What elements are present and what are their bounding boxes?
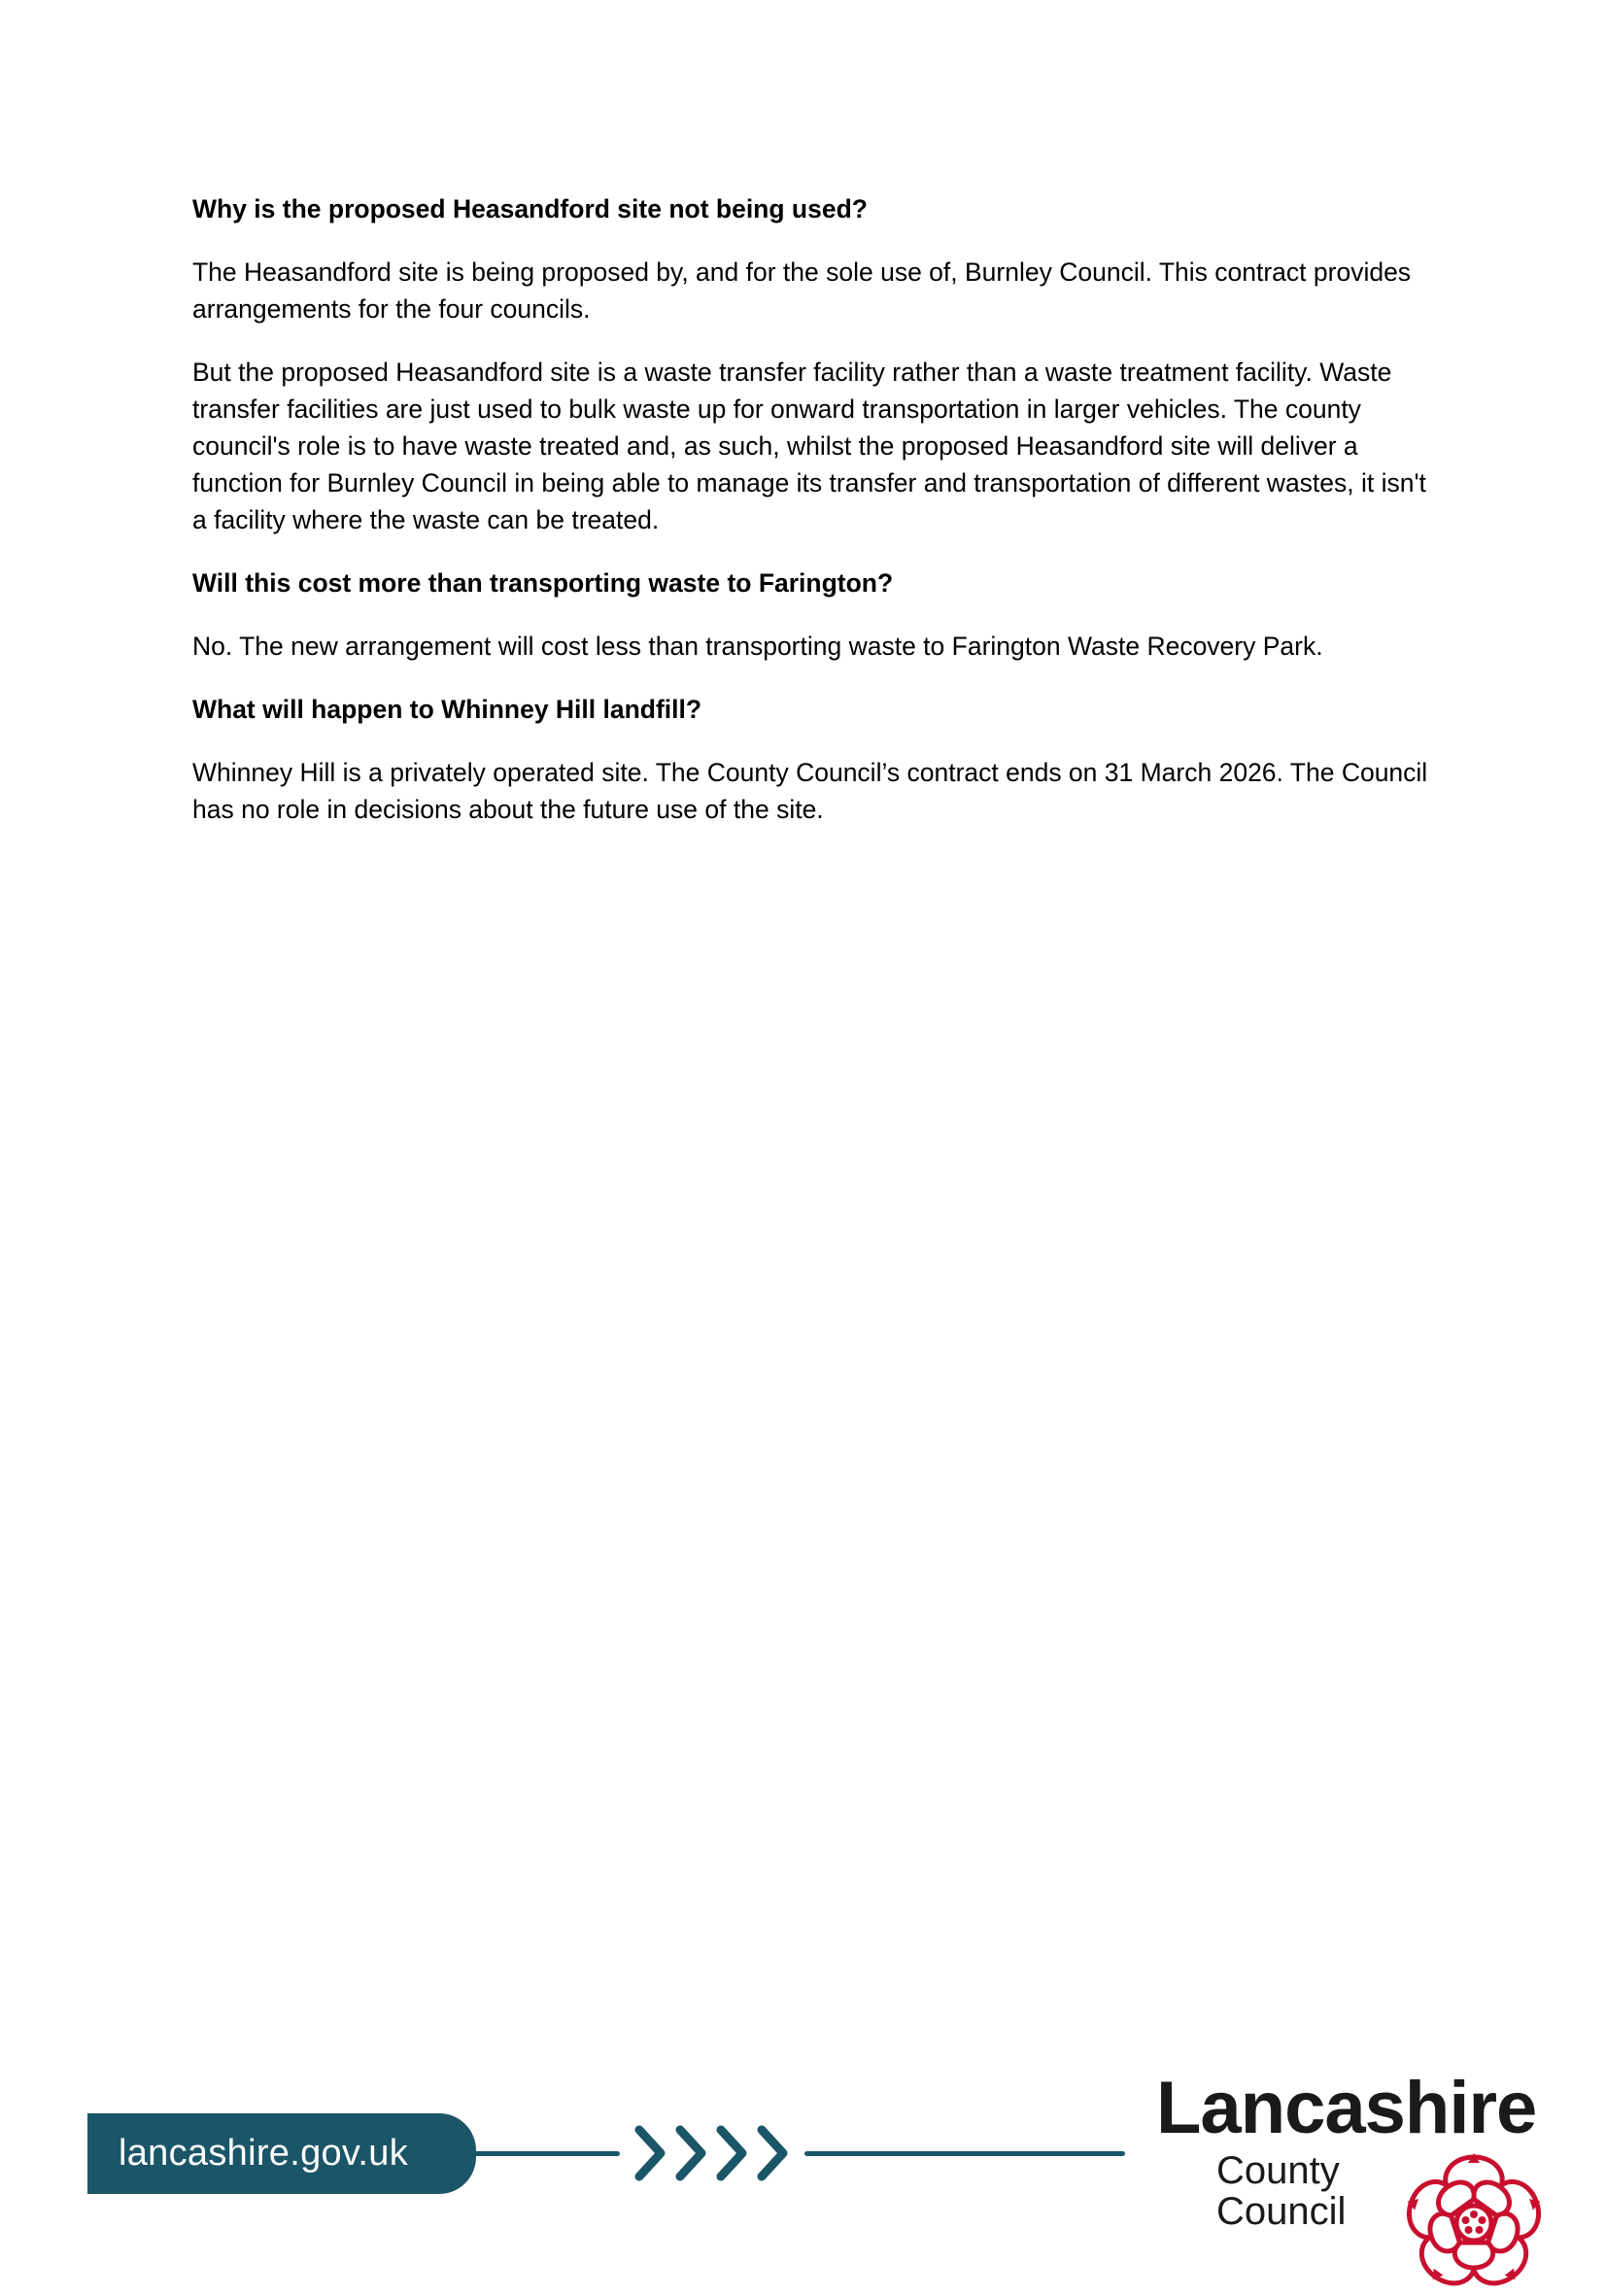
answer-paragraph: No. The new arrangement will cost less than transporting waste to Farington Waste Recovery Park. — [192, 632, 1323, 661]
answer-paragraph: Whinney Hill is a privately operated site. The County Council’s contract ends on 31 March 2026. The Council has no role in decisions about the future use of the site. — [192, 758, 1428, 824]
logo-title: Lancashire — [1156, 2067, 1537, 2149]
lancashire-county-council-logo — [1156, 2065, 1574, 2259]
document-body — [192, 190, 1436, 854]
footer-divider-right — [804, 2151, 1125, 2156]
website-link[interactable] — [87, 2113, 476, 2194]
red-rose-icon — [1401, 2150, 1547, 2296]
footer-divider-left — [474, 2151, 620, 2156]
question-heading: Why is the proposed Heasandford site not being used? — [192, 194, 868, 223]
answer-paragraph: But the proposed Heasandford site is a waste transfer facility rather than a waste treatment facility. Waste transfer facilities are just used to bulk waste up for onward transportation in larger vehicles. The county council's role is to have waste treated and, as such, whilst the proposed Heasandford site will deliver a function for Burnley Council in being able to manage its transfer and transportation of different wastes, it isn't a facility where the waste can be treated. — [192, 358, 1426, 534]
logo-line-county: County — [1216, 2149, 1340, 2192]
question-heading: Will this cost more than transporting waste to Farington? — [192, 568, 894, 598]
logo-subtitle — [1216, 2150, 1346, 2232]
website-label: lancashire.gov.uk — [119, 2133, 409, 2174]
answer-paragraph: The Heasandford site is being proposed by, and for the sole use of, Burnley Council. This contract provides arrangements for the four councils. — [192, 257, 1412, 324]
question-heading: What will happen to Whinney Hill landfill? — [192, 695, 702, 724]
logo-line-council: Council — [1216, 2190, 1347, 2233]
chevrons-right-icon — [630, 2122, 795, 2184]
